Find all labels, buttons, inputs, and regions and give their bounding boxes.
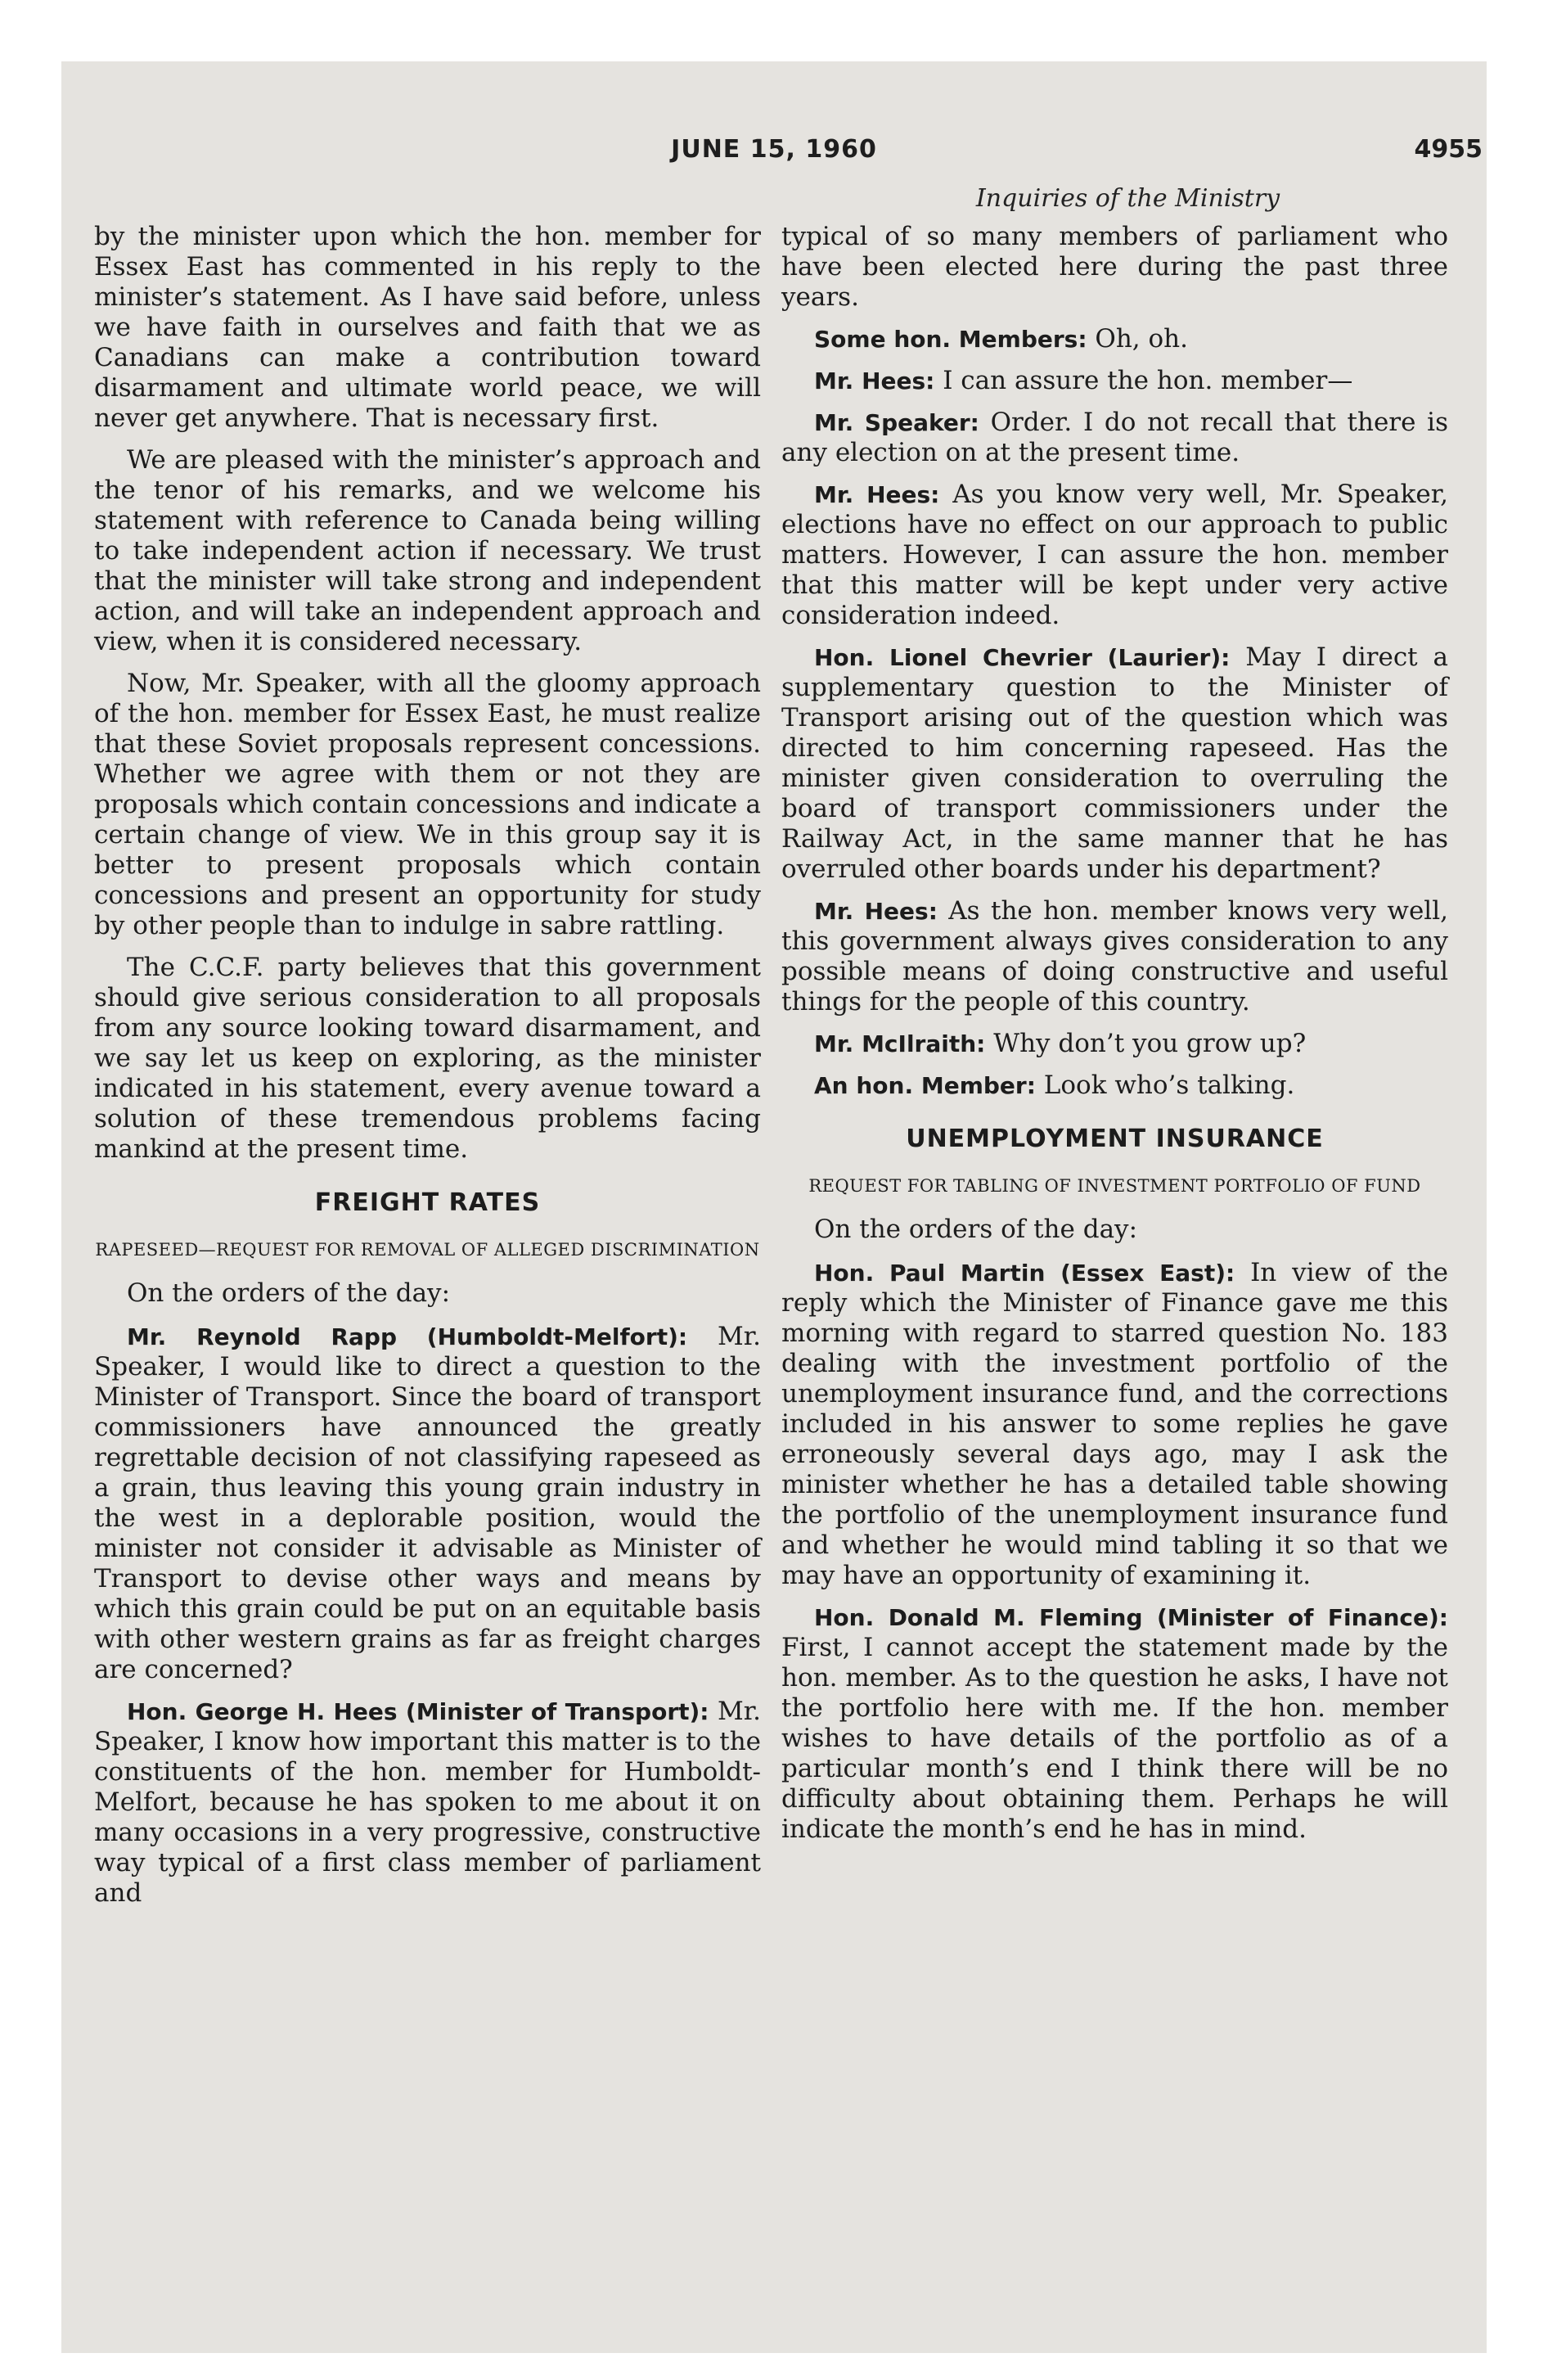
speaker-name: Mr. Hees: [814, 481, 940, 508]
speaker-name: An hon. Member: [814, 1072, 1036, 1099]
speech-text: May I direct a supplementary question to the Minister of Transport arising out of the question which was directed to him concerning rapeseed. Has the minister given consideration to overruling the board of transport commissioners under the Railway Act, in the same manner that he has overruled other boards under his department? [781, 642, 1448, 884]
page-number: 4955 [1414, 135, 1483, 164]
speech [781, 642, 1448, 885]
orders-of-day: On the orders of the day: [814, 1215, 1138, 1244]
speech-text: Order. I do not recall that there is any election on at the present time. [781, 408, 1448, 467]
speech [781, 1258, 1448, 1591]
speech-text: As the hon. member knows very well, this government always gives consideration to any possible means of doing constructive and useful things for the people of this country. [781, 896, 1448, 1016]
speech [781, 480, 1448, 631]
speech [781, 896, 1448, 1017]
speech [781, 408, 1448, 468]
paragraph: Now, Mr. Speaker, with all the gloomy approach of the hon. member for Essex East, he must realize that these Soviet proposals represent concessions. Whether we agree with them or not they are proposals which contain concessions and indicate a certain change of view. We in this group say it is better to present proposals which contain concessions and present an opportunity for study by other people than to indulge in sabre rattling. [94, 669, 761, 940]
speaker-name: Mr. Hees: [814, 898, 938, 925]
speech-text: Why don’t you grow up? [993, 1029, 1307, 1058]
paragraph: typical of so many members of parliament who have been elected here during the past three years. [781, 222, 1448, 312]
speech [94, 1322, 761, 1685]
speaker-name: Hon. Paul Martin (Essex East): [814, 1260, 1235, 1287]
paragraph: The C.C.F. party believes that this government should give serious consideration to all proposals from any source looking toward disarmament, and we say let us keep on exploring, as the minister indicated in his statement, every avenue toward a solution of these tremendous problems facing mankind at the present time. [94, 953, 761, 1164]
page-date: JUNE 15, 1960 [671, 135, 877, 164]
left-column [94, 222, 761, 1920]
orders-of-day: On the orders of the day: [127, 1278, 451, 1308]
paragraph: We are pleased with the minister’s approach and the tenor of his remarks, and we welcome his statement with reference to Canada being willing to take independent action if necessary. We trust that the minister will take strong and independent action, and will take an independent approach and view, when it is considered necessary. [94, 445, 761, 656]
section-title: Inquiries of the Ministry [975, 184, 1280, 213]
speech [781, 1029, 1448, 1059]
speech-text: Mr. Speaker, I know how important this matter is to the constituents of the hon. member for Humboldt-Melfort, because he has spoken to me about it on many occasions in a very progressive, constructive way typical of a first class member of parliament and [94, 1697, 762, 1908]
speaker-name: Hon. Donald M. Fleming (Minister of Finance): [814, 1604, 1448, 1631]
section-heading: UNEMPLOYMENT INSURANCE [906, 1125, 1324, 1153]
speaker-name: Mr. Hees: [814, 367, 935, 394]
subsection-heading: RAPESEED—REQUEST FOR REMOVAL OF ALLEGED DISCRIMINATION [95, 1240, 760, 1260]
subsection-heading: REQUEST FOR TABLING OF INVESTMENT PORTFOLIO OF FUND [808, 1176, 1421, 1196]
speaker-name: Hon. George H. Hees (Minister of Transport): [127, 1698, 709, 1725]
paragraph: by the minister upon which the hon. member for Essex East has commented in his reply to the minister’s statement. As I have said before, unless we have faith in ourselves and faith that we as Canadians can make a contribution toward disarmament and ultimate world peace, we will never get anywhere. That is necessary first. [94, 222, 761, 433]
speech [781, 324, 1448, 354]
speaker-name: Hon. Lionel Chevrier (Laurier): [814, 644, 1231, 671]
speaker-name: Mr. Speaker: [814, 409, 979, 436]
speech-text: Look who’s talking. [1043, 1071, 1295, 1100]
speaker-name: Mr. Reynold Rapp (Humboldt-Melfort): [127, 1323, 688, 1350]
speech-text: I can assure the hon. member— [943, 366, 1353, 395]
speech [781, 1602, 1448, 1845]
right-column [781, 222, 1448, 1856]
speaker-name: Some hon. Members: [814, 326, 1087, 353]
speech-text: In view of the reply which the Minister of Finance gave me this morning with regard to starred question No. 183 dealing with the investment portfolio of the unemployment insurance fund, and the corrections included in his answer to some replies he gave erroneously several days ago, may I ask the minister whether he has a detailed table showing the portfolio of the unemployment insurance fund and whether he would mind tabling it so that we may have an opportunity of examining it. [781, 1258, 1448, 1590]
speech [781, 366, 1448, 396]
speaker-name: Mr. McIlraith: [814, 1030, 986, 1057]
speech-text: First, I cannot accept the statement made by the hon. member. As to the question he asks, I have not the portfolio here with me. If the hon. member wishes to have details of the portfolio as of a particular month’s end I think there will be no difficulty about obtaining them. Perhaps he will indicate the month’s end he has in mind. [781, 1633, 1448, 1844]
speech-text: As you know very well, Mr. Speaker, elections have no effect on our approach to public matters. However, I can assure the hon. member that this matter will be kept under very active consideration indeed. [781, 480, 1448, 630]
speech-text: Oh, oh. [1095, 324, 1188, 354]
speech [781, 1071, 1448, 1101]
speech [94, 1697, 761, 1909]
document-page [61, 61, 1487, 2353]
page-header [61, 135, 1487, 176]
section-heading: FREIGHT RATES [314, 1188, 541, 1217]
speech-text: Mr. Speaker, I would like to direct a question to the Minister of Transport. Since the board of transport commissioners have announced the greatly regrettable decision of not classifying rapeseed as a grain, thus leaving this young grain industry in the west in a deplorable position, would the minister not consider it advisable as Minister of Transport to devise other ways and means by which this grain could be put on an equitable basis with other western grains as far as freight charges are concerned? [94, 1322, 761, 1684]
